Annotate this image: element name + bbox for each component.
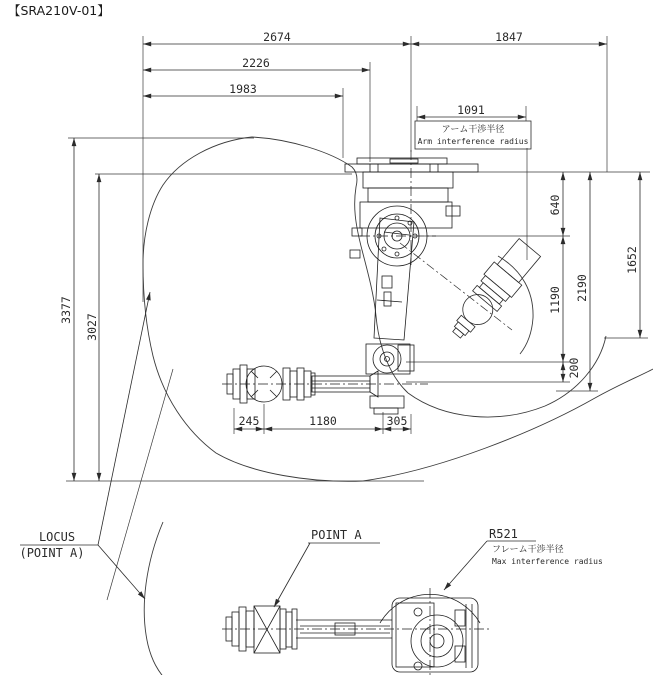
dimension-lines xyxy=(74,44,640,481)
dim-200: 200 xyxy=(567,357,581,379)
arm-interference-en: Arm interference radius xyxy=(417,137,529,146)
dim-2674: 2674 xyxy=(263,30,291,44)
robot-arm-alternate-position xyxy=(400,236,544,346)
locus-label-line1: LOCUS xyxy=(38,530,76,544)
working-envelope-curve xyxy=(143,137,653,675)
dim-2190: 2190 xyxy=(575,274,589,302)
arm-interference-note xyxy=(415,121,531,149)
dim-245: 245 xyxy=(238,414,260,428)
robot-side-view xyxy=(222,150,478,414)
locus-label-line2: (POINT A) xyxy=(19,546,85,560)
dim-3377: 3377 xyxy=(59,296,73,324)
frame-interference-radius-label: R521 xyxy=(489,527,518,541)
dim-3027: 3027 xyxy=(85,313,99,341)
drawing-title: 【SRA210V-01】 xyxy=(8,3,110,18)
arm-interference-jp: アーム干渉半径 xyxy=(441,125,505,135)
extension-lines xyxy=(66,36,650,600)
dim-1847: 1847 xyxy=(495,30,523,44)
robot-top-view xyxy=(222,588,492,675)
dim-305: 305 xyxy=(386,414,408,428)
callout-texts xyxy=(19,527,602,566)
dim-1180: 1180 xyxy=(309,414,337,428)
point-a-label: POINT A xyxy=(311,528,362,542)
frame-interference-jp: フレーム干渉半径 xyxy=(492,545,564,555)
dim-2226: 2226 xyxy=(242,56,270,70)
dim-1190: 1190 xyxy=(548,286,562,314)
dim-1983: 1983 xyxy=(229,82,257,96)
dim-1652: 1652 xyxy=(625,246,639,274)
frame-interference-en: Max interference radius xyxy=(492,557,603,566)
dim-640: 640 xyxy=(548,194,562,216)
dim-1091: 1091 xyxy=(457,103,485,117)
